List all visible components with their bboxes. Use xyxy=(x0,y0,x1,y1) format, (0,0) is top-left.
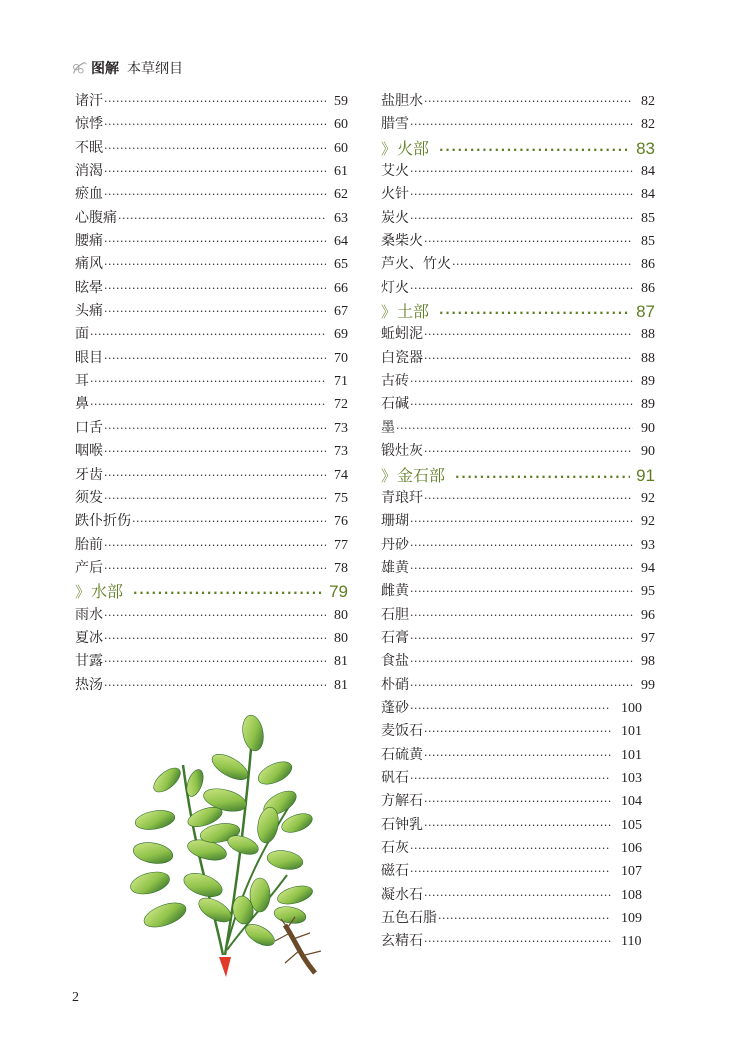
entry-title: 眼目 xyxy=(75,349,103,366)
toc-entry[interactable] xyxy=(381,113,655,136)
toc-entry[interactable] xyxy=(381,253,655,276)
toc-entry[interactable] xyxy=(381,930,655,953)
entry-title: 磁石 xyxy=(381,863,409,880)
entry-title: 雌黄 xyxy=(381,583,409,600)
toc-entry[interactable] xyxy=(381,884,655,907)
dot-leader xyxy=(424,90,633,113)
toc-entry[interactable] xyxy=(75,160,348,183)
entry-page-number: 70 xyxy=(334,350,348,366)
dot-leader xyxy=(410,113,633,136)
dot-leader xyxy=(424,720,611,743)
entry-title: 诸汗 xyxy=(75,93,103,109)
entry-title: 方解石 xyxy=(381,793,423,810)
toc-entry[interactable] xyxy=(75,323,348,346)
entry-title: 跌仆折伤 xyxy=(75,513,131,530)
entry-title: 口舌 xyxy=(75,419,103,436)
toc-entry[interactable] xyxy=(75,650,348,673)
toc-entry[interactable] xyxy=(75,417,348,440)
toc-entry[interactable] xyxy=(75,113,348,136)
entry-title: 惊悸 xyxy=(75,116,103,133)
entry-title: 石硫黄 xyxy=(381,746,423,763)
entry-title: 石碱 xyxy=(381,396,409,413)
entry-title: 石钟乳 xyxy=(381,816,423,833)
dot-leader xyxy=(396,417,633,440)
toc-entry[interactable] xyxy=(381,207,655,230)
toc-entry[interactable] xyxy=(381,814,655,837)
toc-entry[interactable] xyxy=(381,650,655,673)
toc-entry[interactable] xyxy=(75,464,348,487)
entry-page-number: 80 xyxy=(334,607,348,623)
entry-page-number: 105 xyxy=(621,817,642,833)
entry-page-number: 95 xyxy=(641,584,655,600)
entry-page-number: 85 xyxy=(641,234,655,250)
dot-leader xyxy=(104,534,326,557)
book-title: 本草纲目 xyxy=(127,61,183,77)
entry-page-number: 86 xyxy=(641,257,655,273)
entry-page-number: 84 xyxy=(641,164,655,180)
entry-page-number: 63 xyxy=(334,210,348,226)
section-marker-icon: 》 xyxy=(381,303,397,322)
toc-entry[interactable] xyxy=(75,90,348,113)
dot-leader xyxy=(104,674,326,697)
entry-page-number: 104 xyxy=(621,794,642,810)
herb-plant-illustration xyxy=(125,705,325,980)
dot-leader xyxy=(104,347,326,370)
dot-leader xyxy=(410,393,633,416)
entry-page-number: 67 xyxy=(334,304,348,320)
entry-title: 五色石脂 xyxy=(381,910,437,927)
entry-title: 心腹痛 xyxy=(75,209,117,226)
dot-leader xyxy=(104,440,326,463)
entry-title: 锻灶灰 xyxy=(381,443,423,460)
dot-leader xyxy=(438,907,611,930)
toc-column-right xyxy=(381,90,655,954)
dot-leader xyxy=(104,160,326,183)
entry-title: 鼻 xyxy=(75,396,89,413)
book-series-label: 图解 xyxy=(91,61,119,77)
entry-page-number: 80 xyxy=(334,630,348,646)
toc-entry[interactable] xyxy=(381,837,655,860)
entry-page-number: 92 xyxy=(641,490,655,506)
dot-leader xyxy=(90,393,326,416)
page-number: 2 xyxy=(72,990,79,1005)
dot-leader xyxy=(410,837,611,860)
dot-leader xyxy=(104,627,326,650)
toc-entry[interactable] xyxy=(381,417,655,440)
entry-page-number: 101 xyxy=(621,747,642,763)
entry-title: 丹砂 xyxy=(381,536,409,553)
dot-leader xyxy=(410,277,633,300)
toc-entry[interactable] xyxy=(381,790,655,813)
entry-title: 甘露 xyxy=(75,653,103,670)
entry-title: 墨 xyxy=(381,419,395,436)
dot-leader xyxy=(410,510,633,533)
entry-title: 须发 xyxy=(75,489,103,506)
entry-title: 蚯蚓泥 xyxy=(381,326,423,343)
entry-page-number: 93 xyxy=(641,537,655,553)
toc-entry[interactable] xyxy=(381,697,655,720)
dot-leader xyxy=(410,860,611,883)
dot-leader xyxy=(424,884,611,907)
dot-leader xyxy=(104,137,326,160)
dot-leader xyxy=(410,580,633,603)
section-marker-icon: 》 xyxy=(381,139,397,158)
toc-entry[interactable] xyxy=(75,253,348,276)
entry-page-number: 82 xyxy=(641,94,655,109)
dot-leader xyxy=(424,790,611,813)
entry-page-number: 81 xyxy=(334,677,348,693)
toc-column-left xyxy=(75,90,348,697)
dot-leader xyxy=(104,650,326,673)
dot-leader xyxy=(133,582,323,605)
entry-page-number: 73 xyxy=(334,444,348,460)
dot-leader xyxy=(410,557,633,580)
entry-page-number: 60 xyxy=(334,140,348,156)
section-title: 金石部 xyxy=(397,465,446,485)
toc-entry[interactable] xyxy=(381,534,655,557)
section-page-number: 83 xyxy=(636,138,655,158)
entry-title: 不眠 xyxy=(75,139,103,156)
herb-sprig-icon xyxy=(70,59,88,77)
dot-leader xyxy=(410,697,611,720)
dot-leader xyxy=(104,183,326,206)
entry-page-number: 110 xyxy=(621,934,642,950)
entry-page-number: 106 xyxy=(621,841,642,856)
dot-leader xyxy=(90,323,326,346)
dot-leader xyxy=(104,230,326,253)
entry-title: 艾火 xyxy=(381,163,409,180)
entry-title: 雨水 xyxy=(75,606,103,623)
toc-entry[interactable] xyxy=(381,183,655,206)
running-header xyxy=(70,57,183,79)
entry-title: 火针 xyxy=(381,186,409,203)
dot-leader xyxy=(439,139,630,162)
toc-entry[interactable] xyxy=(381,323,655,346)
entry-page-number: 86 xyxy=(641,280,655,296)
dot-leader xyxy=(104,557,326,580)
toc-entry[interactable] xyxy=(75,230,348,253)
entry-page-number: 101 xyxy=(621,724,642,740)
toc-entry[interactable] xyxy=(381,580,655,603)
dot-leader xyxy=(410,674,633,697)
dot-leader xyxy=(104,277,326,300)
entry-title: 雄黄 xyxy=(381,559,409,576)
toc-entry[interactable] xyxy=(381,510,655,533)
entry-page-number: 62 xyxy=(334,187,348,203)
dot-leader xyxy=(424,744,611,767)
entry-title: 产后 xyxy=(75,559,103,576)
toc-entry[interactable] xyxy=(381,230,655,253)
toc-entry[interactable] xyxy=(75,534,348,557)
toc-entry[interactable] xyxy=(75,300,348,323)
dot-leader xyxy=(424,814,611,837)
dot-leader xyxy=(104,464,326,487)
toc-section-heading[interactable] xyxy=(381,137,655,160)
toc-entry[interactable] xyxy=(381,604,655,627)
entry-page-number: 103 xyxy=(621,770,642,786)
entry-title: 牙齿 xyxy=(75,466,103,483)
toc-entry[interactable] xyxy=(381,907,655,930)
entry-title: 胎前 xyxy=(75,536,103,553)
toc-entry[interactable] xyxy=(75,487,348,510)
toc-entry[interactable] xyxy=(75,440,348,463)
entry-title: 蓬砂 xyxy=(381,699,409,716)
section-title: 水部 xyxy=(91,582,124,602)
entry-title: 芦火、竹火 xyxy=(381,256,451,273)
dot-leader xyxy=(104,417,326,440)
entry-title: 瘀血 xyxy=(75,186,103,203)
entry-title: 痛风 xyxy=(75,256,103,273)
entry-title: 眩晕 xyxy=(75,279,103,296)
entry-page-number: 61 xyxy=(334,164,348,180)
section-page-number: 87 xyxy=(636,302,655,322)
dot-leader xyxy=(455,466,630,489)
entry-page-number: 90 xyxy=(641,444,655,460)
entry-page-number: 100 xyxy=(621,700,642,716)
toc-entry[interactable] xyxy=(381,487,655,510)
toc-entry[interactable] xyxy=(75,137,348,160)
dot-leader xyxy=(410,370,633,393)
entry-title: 腊雪 xyxy=(381,116,409,133)
entry-title: 耳 xyxy=(75,373,89,390)
entry-title: 古砖 xyxy=(381,373,409,390)
section-marker-icon: 》 xyxy=(75,583,91,602)
entry-page-number: 89 xyxy=(641,397,655,413)
toc-section-heading[interactable] xyxy=(381,464,655,487)
dot-leader xyxy=(410,650,633,673)
entry-title: 珊瑚 xyxy=(381,513,409,530)
entry-title: 矾石 xyxy=(381,769,409,786)
entry-title: 石胆 xyxy=(381,606,409,623)
entry-page-number: 75 xyxy=(334,490,348,506)
dot-leader xyxy=(424,230,633,253)
entry-page-number: 71 xyxy=(334,374,348,390)
dot-leader xyxy=(132,510,326,533)
toc-section-heading[interactable] xyxy=(381,300,655,323)
entry-page-number: 82 xyxy=(641,117,655,133)
entry-title: 夏冰 xyxy=(75,629,103,646)
entry-page-number: 60 xyxy=(334,117,348,133)
entry-title: 朴硝 xyxy=(381,676,409,693)
dot-leader xyxy=(424,347,633,370)
section-page-number: 79 xyxy=(329,582,348,602)
entry-title: 炭火 xyxy=(381,209,409,226)
toc-section-heading[interactable] xyxy=(75,580,348,603)
entry-page-number: 89 xyxy=(641,374,655,390)
dot-leader xyxy=(104,604,326,627)
toc-entry[interactable] xyxy=(381,674,655,697)
entry-title: 热汤 xyxy=(75,676,103,693)
entry-page-number: 73 xyxy=(334,420,348,436)
toc-entry[interactable] xyxy=(381,370,655,393)
entry-page-number: 88 xyxy=(641,327,655,343)
section-title: 火部 xyxy=(397,138,430,158)
entry-page-number: 92 xyxy=(641,514,655,530)
entry-title: 麦饭石 xyxy=(381,723,423,740)
section-marker-icon: 》 xyxy=(381,466,397,485)
toc-entry[interactable] xyxy=(75,510,348,533)
toc-entry[interactable] xyxy=(75,183,348,206)
entry-page-number: 85 xyxy=(641,210,655,226)
entry-title: 盐胆水 xyxy=(381,93,423,109)
dot-leader xyxy=(410,534,633,557)
toc-entry[interactable] xyxy=(381,90,655,113)
toc-entry[interactable] xyxy=(75,674,348,697)
entry-page-number: 97 xyxy=(641,630,655,646)
toc-entry[interactable] xyxy=(381,627,655,650)
entry-page-number: 64 xyxy=(334,234,348,250)
entry-title: 石灰 xyxy=(381,840,409,856)
toc-entry[interactable] xyxy=(381,347,655,370)
dot-leader xyxy=(104,300,326,323)
entry-page-number: 81 xyxy=(334,654,348,670)
entry-page-number: 96 xyxy=(641,607,655,623)
toc-entry[interactable] xyxy=(381,720,655,743)
entry-title: 面 xyxy=(75,326,89,343)
toc-entry[interactable] xyxy=(75,207,348,230)
section-title: 土部 xyxy=(397,302,430,322)
dot-leader xyxy=(104,113,326,136)
entry-page-number: 98 xyxy=(641,654,655,670)
entry-page-number: 108 xyxy=(621,887,642,903)
entry-page-number: 78 xyxy=(334,560,348,576)
dot-leader xyxy=(118,207,326,230)
dot-leader xyxy=(410,627,633,650)
toc-entry[interactable] xyxy=(75,627,348,650)
entry-title: 食盐 xyxy=(381,653,409,670)
toc-entry[interactable] xyxy=(381,393,655,416)
entry-page-number: 74 xyxy=(334,467,348,483)
entry-title: 青琅玕 xyxy=(381,489,423,506)
entry-page-number: 90 xyxy=(641,420,655,436)
entry-page-number: 94 xyxy=(641,560,655,576)
section-page-number: 91 xyxy=(636,465,655,485)
entry-page-number: 109 xyxy=(621,911,642,927)
dot-leader xyxy=(104,253,326,276)
entry-page-number: 84 xyxy=(641,187,655,203)
entry-title: 头痛 xyxy=(75,303,103,320)
entry-page-number: 65 xyxy=(334,257,348,273)
entry-title: 石膏 xyxy=(381,629,409,646)
dot-leader xyxy=(424,323,633,346)
toc-entry[interactable] xyxy=(381,744,655,767)
entry-page-number: 59 xyxy=(334,94,348,109)
dot-leader xyxy=(104,487,326,510)
dot-leader xyxy=(410,160,633,183)
entry-title: 咽喉 xyxy=(75,443,103,460)
entry-page-number: 99 xyxy=(641,677,655,693)
dot-leader xyxy=(410,207,633,230)
toc-entry[interactable] xyxy=(75,557,348,580)
dot-leader xyxy=(410,767,611,790)
dot-leader xyxy=(410,183,633,206)
toc-entry[interactable] xyxy=(381,160,655,183)
entry-title: 灯火 xyxy=(381,279,409,296)
toc-entry[interactable] xyxy=(75,277,348,300)
entry-title: 消渴 xyxy=(75,163,103,180)
dot-leader xyxy=(410,604,633,627)
dot-leader xyxy=(104,90,326,113)
entry-title: 凝水石 xyxy=(381,886,423,903)
toc-entry[interactable] xyxy=(75,370,348,393)
entry-title: 白瓷器 xyxy=(381,349,423,366)
toc-entry[interactable] xyxy=(75,347,348,370)
dot-leader xyxy=(439,302,630,325)
entry-page-number: 72 xyxy=(334,397,348,413)
toc-entry[interactable] xyxy=(75,393,348,416)
toc-entry[interactable] xyxy=(381,440,655,463)
dot-leader xyxy=(452,253,633,276)
entry-title: 腰痛 xyxy=(75,233,103,250)
toc-entry[interactable] xyxy=(381,277,655,300)
entry-page-number: 66 xyxy=(334,280,348,296)
toc-entry[interactable] xyxy=(75,604,348,627)
dot-leader xyxy=(90,370,326,393)
entry-title: 桑柴火 xyxy=(381,233,423,250)
toc-entry[interactable] xyxy=(381,860,655,883)
dot-leader xyxy=(424,930,611,953)
entry-page-number: 88 xyxy=(641,350,655,366)
entry-page-number: 76 xyxy=(334,514,348,530)
entry-title: 玄精石 xyxy=(381,933,423,950)
toc-entry[interactable] xyxy=(381,557,655,580)
dot-leader xyxy=(424,487,633,510)
entry-page-number: 77 xyxy=(334,537,348,553)
toc-entry[interactable] xyxy=(381,767,655,790)
dot-leader xyxy=(424,440,633,463)
entry-page-number: 69 xyxy=(334,327,348,343)
entry-page-number: 107 xyxy=(621,864,642,880)
